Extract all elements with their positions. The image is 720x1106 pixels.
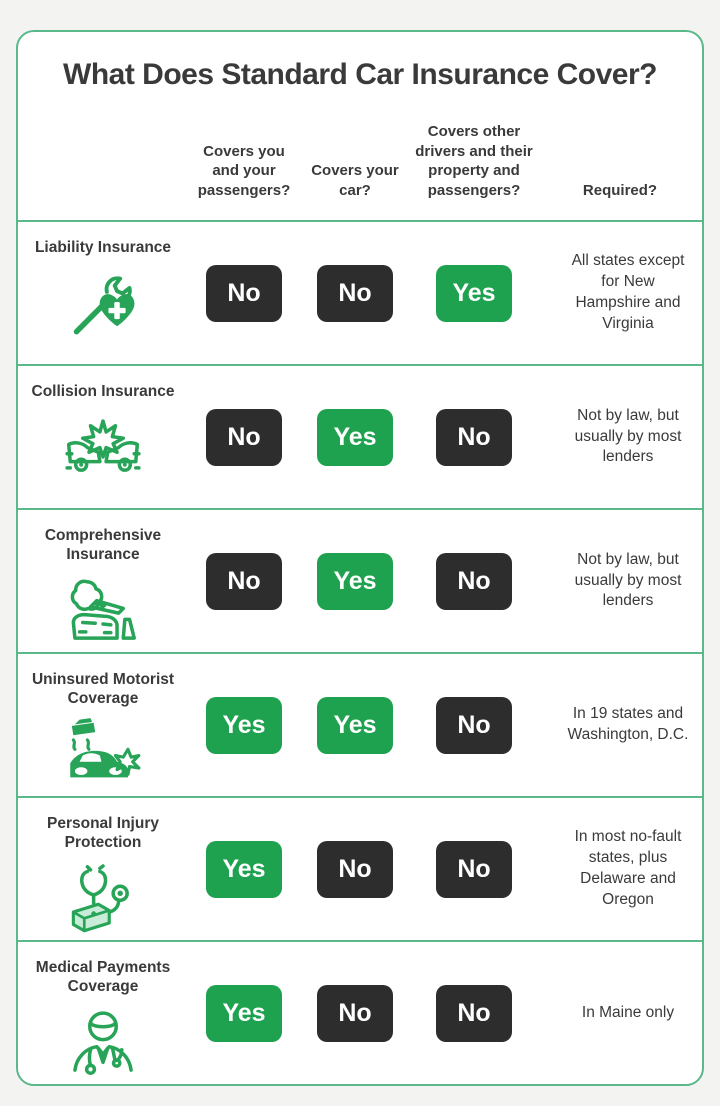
covers-car-badge: No (317, 985, 393, 1042)
insurance-coverage-card (16, 30, 704, 1086)
covers-others-badge: No (436, 553, 512, 610)
row-label: Medical Payments Coverage (35, 959, 171, 996)
column-header-row (18, 92, 702, 220)
covers-car-badge: No (317, 265, 393, 322)
covers-you-badge: Yes (206, 985, 282, 1042)
required-text: In Maine only (581, 1003, 675, 1021)
car-collision-icon (64, 407, 142, 485)
hit-and-run-car-icon (64, 715, 142, 793)
wrench-heart-icon (64, 263, 142, 341)
covers-others-badge: Yes (436, 265, 512, 322)
table-row-comprehensive (18, 508, 702, 652)
required-text: All states except for New Hampshire and Virginia (571, 252, 685, 332)
required-text: In most no-fault states, plus Delaware and Oregon (574, 828, 682, 908)
row-label: Uninsured Motorist Coverage (31, 671, 175, 708)
row-label: Comprehensive Insurance (44, 527, 162, 564)
table-row-medical-payments (18, 940, 702, 1084)
column-header-covers-others: Covers other drivers and their property and passengers? (415, 123, 533, 199)
column-header-covers-car: Covers your car? (311, 162, 399, 199)
covers-you-badge: No (206, 553, 282, 610)
covers-you-badge: No (206, 409, 282, 466)
covers-others-badge: No (436, 409, 512, 466)
row-label: Collision Insurance (31, 383, 175, 400)
required-text: In 19 states and Washington, D.C. (567, 705, 689, 743)
covers-others-badge: No (436, 841, 512, 898)
stethoscope-money-icon (64, 859, 142, 937)
covers-you-badge: No (206, 265, 282, 322)
covers-you-badge: Yes (206, 841, 282, 898)
covers-others-badge: No (436, 985, 512, 1042)
required-text: Not by law, but usually by most lenders (574, 550, 682, 610)
column-header-required: Required? (582, 181, 658, 199)
page-title: What Does Standard Car Insurance Cover? (63, 58, 657, 91)
row-label: Liability Insurance (34, 239, 172, 256)
covers-you-badge: Yes (206, 697, 282, 754)
tree-falling-on-car-icon (64, 571, 142, 649)
column-header-covers-you: Covers you and your passengers? (197, 142, 291, 199)
covers-car-badge: Yes (317, 409, 393, 466)
covers-car-badge: No (317, 841, 393, 898)
table-row-personal-injury (18, 796, 702, 940)
table-row-collision (18, 364, 702, 508)
table-row-liability (18, 220, 702, 364)
covers-car-badge: Yes (317, 553, 393, 610)
covers-car-badge: Yes (317, 697, 393, 754)
row-label: Personal Injury Protection (47, 815, 159, 852)
covers-others-badge: No (436, 697, 512, 754)
card-header (18, 32, 702, 220)
doctor-icon (64, 1003, 142, 1081)
table-row-uninsured-motorist (18, 652, 702, 796)
required-text: Not by law, but usually by most lenders (574, 406, 682, 466)
